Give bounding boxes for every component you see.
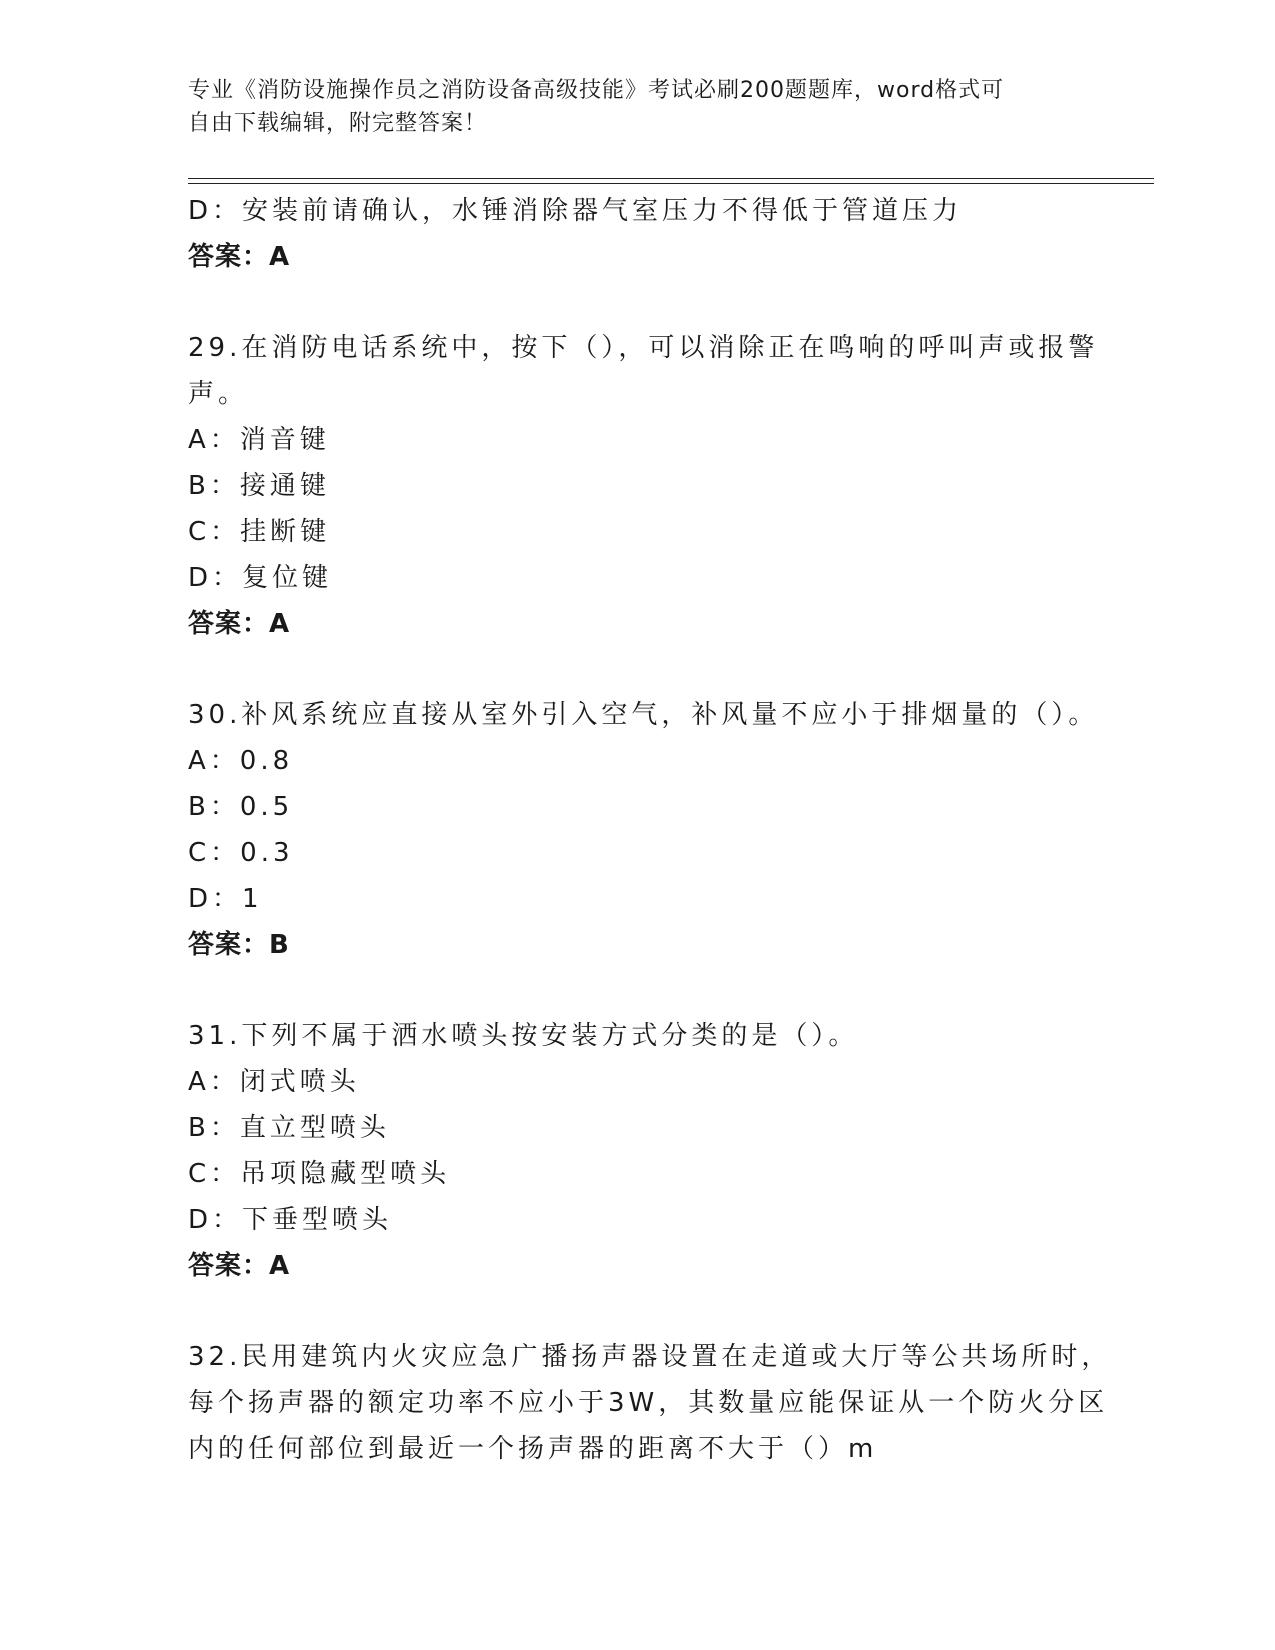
question-text: 每个扬声器的额定功率不应小于3W，其数量应能保证从一个防火分区 xyxy=(188,1388,1109,1418)
option-c: C：挂断键 xyxy=(188,517,331,547)
question-text: 29.在消防电话系统中，按下（），可以消除正在鸣响的呼叫声或报警 xyxy=(188,333,1099,363)
question-text: 30.补风系统应直接从室外引入空气，补风量不应小于排烟量的（）。 xyxy=(188,700,1099,730)
option-a: A：消音键 xyxy=(188,425,330,455)
question-text: 32.民用建筑内火灾应急广播扬声器设置在走道或大厅等公共场所时， xyxy=(188,1342,1112,1372)
option-a: A：闭式喷头 xyxy=(188,1067,360,1097)
header-line-1: 专业《消防设施操作员之消防设备高级技能》考试必刷200题题库，word格式可 xyxy=(188,78,1005,103)
answer: 答案：B xyxy=(188,930,290,960)
question-text: 31.下列不属于洒水喷头按安装方式分类的是（）。 xyxy=(188,1021,859,1051)
question-text: 声。 xyxy=(188,379,249,409)
header-line-2: 自由下载编辑，附完整答案！ xyxy=(188,111,488,136)
answer: 答案：A xyxy=(188,1251,291,1281)
prev-answer: 答案：A xyxy=(188,242,291,272)
option-d: D：复位键 xyxy=(188,563,333,593)
question-31 xyxy=(188,1013,1088,1289)
document-header xyxy=(188,74,1068,140)
option-b: B：直立型喷头 xyxy=(188,1113,390,1143)
header-divider-top xyxy=(188,178,1154,179)
option-d: D：1 xyxy=(188,884,263,914)
answer: 答案：A xyxy=(188,609,291,639)
question-content xyxy=(188,188,1112,1472)
option-b: B：0.5 xyxy=(188,792,294,822)
header-divider-bottom xyxy=(188,183,1154,184)
question-29 xyxy=(188,325,1099,647)
option-a: A：0.8 xyxy=(188,746,294,776)
question-text: 内的任何部位到最近一个扬声器的距离不大于（）m xyxy=(188,1434,878,1464)
option-d: D：下垂型喷头 xyxy=(188,1205,393,1235)
option-b: B：接通键 xyxy=(188,471,330,501)
question-30 xyxy=(188,692,1099,968)
question-32 xyxy=(188,1334,1112,1472)
prev-option-d: D：安装前请确认，水锤消除器气室压力不得低于管道压力 xyxy=(188,196,963,226)
option-c: C：吊项隐藏型喷头 xyxy=(188,1159,451,1189)
option-c: C：0.3 xyxy=(188,838,294,868)
